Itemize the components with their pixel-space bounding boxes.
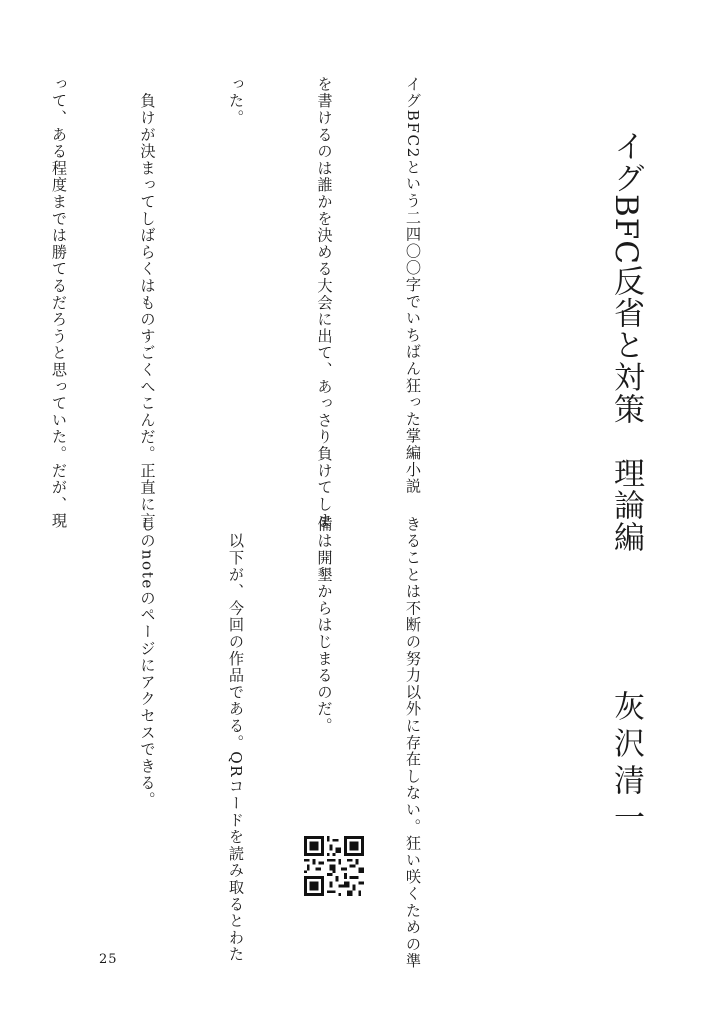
text-line	[44, 516, 74, 916]
text-line: った。	[227, 76, 245, 127]
article-title: イグBFC反省と対策 理論編	[608, 130, 644, 554]
body-text-upper	[0, 76, 486, 530]
text-line: って、ある程度までは勝てるだろうと思っていた。だが、現	[50, 76, 68, 530]
page-number: 25	[99, 952, 118, 967]
text-line: イグBFC2という二四〇〇字でいちばん狂った掌編小説	[404, 76, 422, 495]
text-line: を書けるのは誰かを決める大会に出て、あっさり負けてしま	[315, 76, 334, 530]
text-line: 負けが決まってしばらくはものすごくへこんだ。正直に言	[138, 76, 157, 530]
text-line: 以下が、今回の作品である。QRコードを読み取るとわた	[227, 516, 245, 964]
text-line: 備は開墾からはじまるのだ。	[315, 516, 334, 735]
author-name: 灰沢清一	[608, 690, 644, 838]
qr-code-icon[interactable]	[304, 836, 364, 896]
text-line: しのnoteのページにアクセスできる。	[138, 516, 157, 809]
text-line: きることは不断の努力以外に存在しない。狂い咲くための準	[404, 516, 422, 970]
